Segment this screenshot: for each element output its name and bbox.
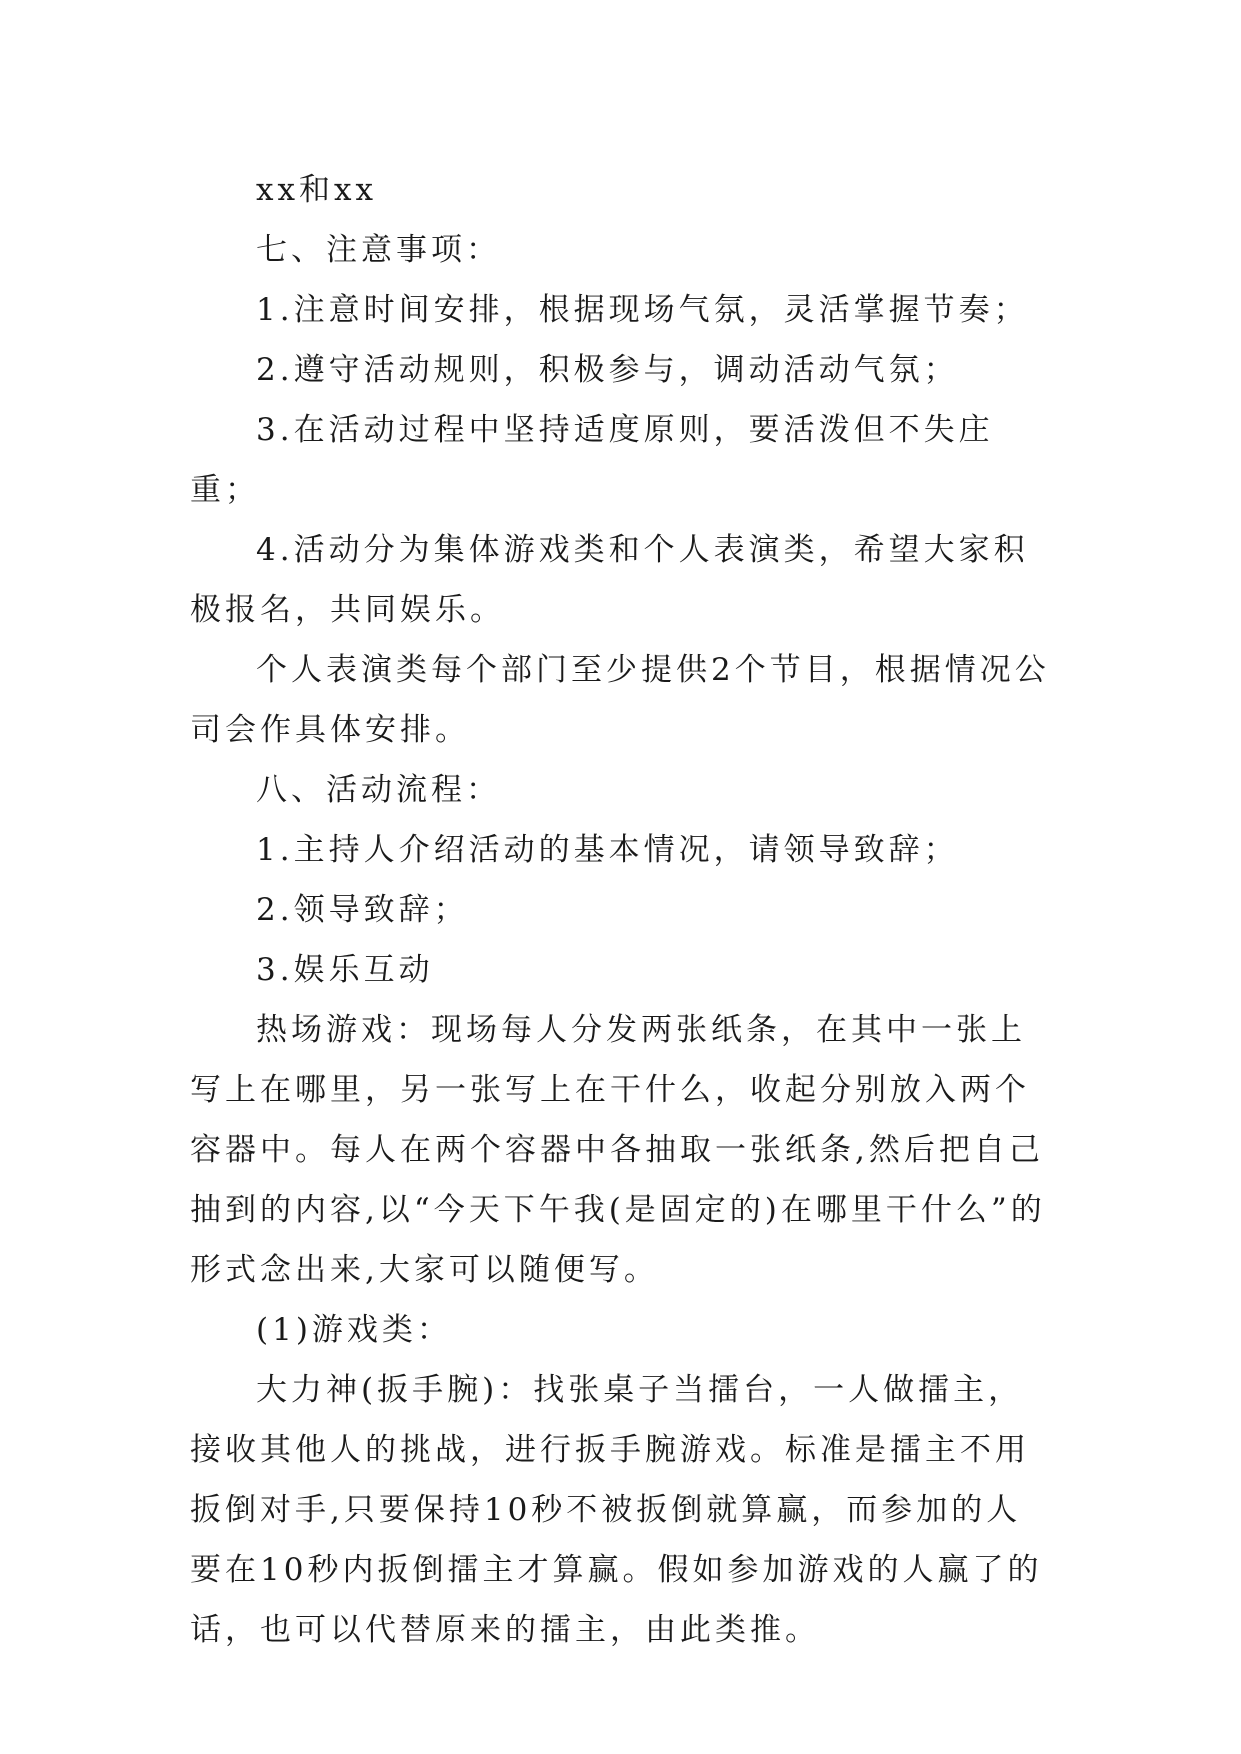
paragraph-process-3: 3.娱乐互动 [256, 952, 434, 988]
paragraph-note-4: 4.活动分为集体游戏类和个人表演类，希望大家积极报名，共同娱乐。 [190, 532, 1029, 628]
heading-process: 八、活动流程： [256, 772, 501, 808]
paragraph-arm-wrestling: 大力神(扳手腕)：找张桌子当擂台，一人做擂主，接收其他人的挑战，进行扳手腕游戏。标准是擂主不用扳倒对手,只要保持10秒不被扳倒就算赢，而参加的人要在10秒内扳倒擂主才算赢。假如参加游戏的人赢了的话，也可以代替原来的擂主，由此类推。 [190, 1372, 1043, 1648]
paragraph-note-2: 2.遵守活动规则，积极参与，调动活动气氛； [256, 352, 959, 388]
paragraph-process-2: 2.领导致辞； [256, 892, 469, 928]
heading-notes: 七、注意事项： [256, 232, 501, 268]
document-body [190, 160, 1052, 1660]
paragraph-process-1: 1.主持人介绍活动的基本情况，请领导致辞； [256, 832, 959, 868]
paragraph-participants: xx和xx [256, 172, 377, 208]
paragraph-performance: 个人表演类每个部门至少提供2个节目，根据情况公司会作具体安排。 [190, 652, 1050, 748]
heading-games: (1)游戏类： [256, 1312, 452, 1348]
paragraph-note-3: 3.在活动过程中坚持适度原则，要活泼但不失庄重； [190, 412, 994, 508]
paragraph-note-1: 1.注意时间安排，根据现场气氛，灵活掌握节奏； [256, 292, 1029, 328]
paragraph-warmup-game: 热场游戏：现场每人分发两张纸条，在其中一张上写上在哪里，另一张写上在干什么，收起分别放入两个容器中。每人在两个容器中各抽取一张纸条,然后把自己抽到的内容,以“今天下午我(是固定的)在哪里干什么”的形式念出来,大家可以随便写。 [190, 1012, 1046, 1288]
